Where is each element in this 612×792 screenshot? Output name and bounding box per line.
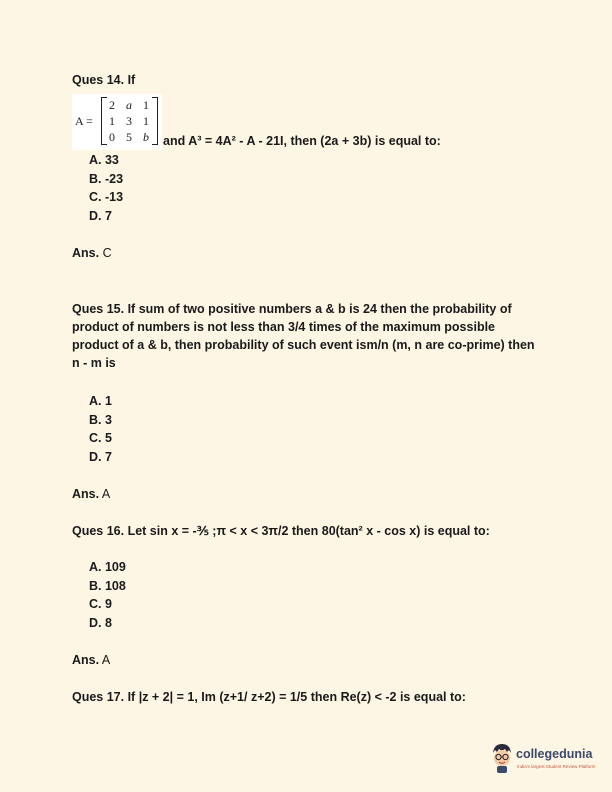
matrix-cell: 1: [143, 114, 149, 128]
q14-answer: [72, 244, 112, 262]
answer-value: A: [101, 487, 111, 501]
option: D. 7: [89, 449, 112, 464]
matrix-cell: b: [143, 130, 149, 144]
matrix-cell: 3: [126, 114, 132, 128]
option: C. -13: [89, 190, 124, 204]
matrix-cell: 1: [143, 98, 149, 112]
mascot-icon: [490, 742, 514, 774]
q14-matrix: [72, 94, 162, 150]
matrix-cell: 1: [109, 114, 115, 128]
matrix-cell: 5: [126, 130, 132, 144]
option: C. 5: [89, 431, 112, 445]
option: B. -23: [89, 171, 124, 186]
option: A. 109: [89, 560, 126, 574]
option: A. 33: [89, 153, 119, 167]
answer-label: Ans.: [72, 246, 100, 260]
matrix-cell: a: [126, 98, 132, 112]
answer-value: C: [102, 246, 112, 260]
option: D. 8: [89, 615, 112, 630]
option: B. 3: [89, 412, 112, 427]
q15-answer: [72, 485, 110, 503]
matrix-cell: 0: [109, 130, 115, 144]
q14-options: [89, 151, 123, 225]
q15-options: [89, 392, 112, 466]
logo-tagline: India's largest Student Review Platform: [517, 764, 596, 769]
q14-question-text: and A³ = 4A² - A - 21I, then (2a + 3b) is equal to:: [163, 134, 441, 148]
answer-value: A: [101, 653, 111, 667]
logo-brand-text: collegedunia: [516, 747, 593, 761]
q14-heading: Ques 14. If: [72, 73, 136, 87]
q16-options: [89, 558, 126, 632]
option: D. 7: [89, 208, 112, 223]
answer-label: Ans.: [72, 653, 100, 667]
matrix-label: A =: [75, 114, 93, 128]
q17-question-text: Ques 17. If |z + 2| = 1, Im (z+1/ z+2) = 1/5 then Re(z) < -2 is equal to:: [72, 690, 466, 704]
collegedunia-logo: [490, 742, 596, 778]
option: C. 9: [89, 597, 112, 611]
answer-label: Ans.: [72, 487, 100, 501]
option: A. 1: [89, 394, 112, 408]
q16-question-text: Ques 16. Let sin x = -⅗ ;π < x < 3π/2 then 80(tan² x - cos x) is equal to:: [72, 524, 490, 538]
option: B. 108: [89, 578, 126, 593]
matrix-cell: 2: [109, 98, 115, 112]
q15-question-text: Ques 15. If sum of two positive numbers a & b is 24 then the probability of product of numbers is not less than 3/4 times of the maximum possible product of a & b, then probability of such event ism/n (m, n are co-prime) then n - m is: [72, 302, 535, 370]
q16-answer: [72, 651, 110, 669]
